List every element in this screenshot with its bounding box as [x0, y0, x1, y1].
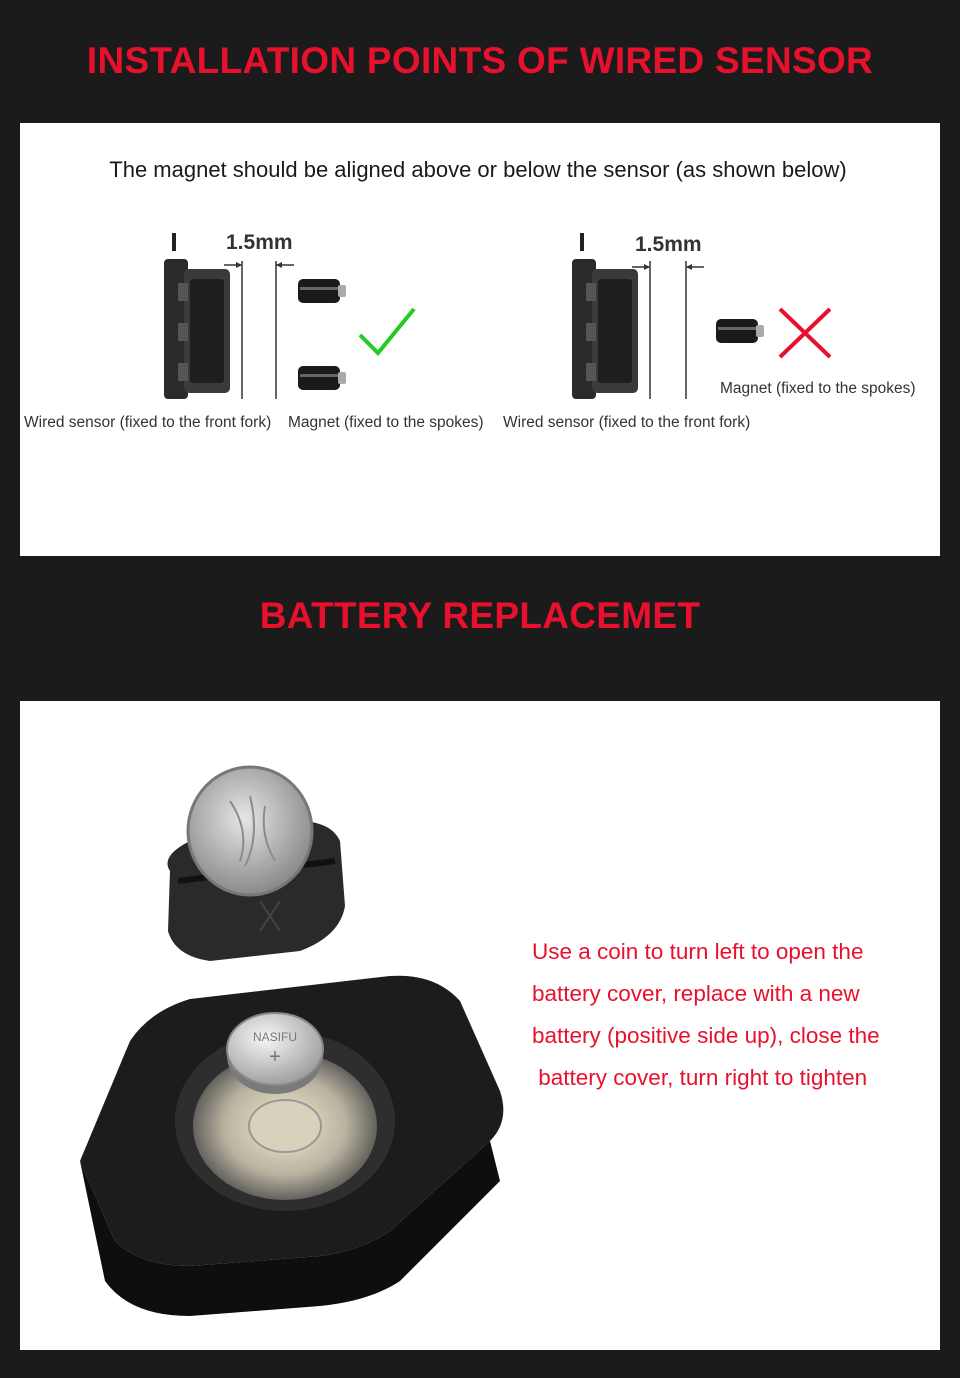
alignment-instruction: The magnet should be aligned above or below the sensor (as shown below)	[109, 157, 847, 182]
sensor-magnet-diagram-wrong	[568, 223, 838, 403]
sensor-magnet-diagram-correct	[160, 223, 430, 403]
coin-cell-battery-icon	[227, 1013, 323, 1094]
battery-heading: BATTERY REPLACEMET	[259, 595, 701, 636]
instruction-line: Use a coin to turn left to open the	[532, 939, 864, 964]
magnet-caption-correct: Magnet (fixed to the spokes)	[288, 414, 484, 431]
correct-alignment-diagram	[160, 223, 430, 403]
magnet-icon	[716, 319, 764, 343]
magnet-icon-bottom	[298, 366, 346, 390]
battery-positive-sign: +	[269, 1046, 281, 1068]
distance-label-correct: 1.5mm	[226, 231, 293, 254]
battery-device-illustration	[60, 761, 530, 1331]
installation-heading: INSTALLATION POINTS OF WIRED SENSOR	[86, 40, 874, 81]
magnet-caption-wrong: Magnet (fixed to the spokes)	[720, 380, 916, 397]
battery-instructions	[532, 931, 932, 1099]
installation-panel	[20, 123, 940, 556]
coin-icon	[188, 767, 312, 895]
instruction-line: battery cover, turn right to tighten	[532, 1065, 868, 1090]
wired-sensor-icon	[572, 233, 638, 399]
battery-brand-label: NASIFU	[252, 1030, 298, 1044]
instruction-line: battery cover, replace with a new	[532, 981, 860, 1006]
sensor-caption-wrong: Wired sensor (fixed to the front fork)	[503, 414, 751, 431]
battery-panel	[20, 701, 940, 1350]
check-mark-icon	[360, 309, 414, 353]
instruction-line: battery (positive side up), close the	[532, 1023, 880, 1048]
magnet-icon-top	[298, 279, 346, 303]
wired-sensor-icon	[164, 233, 230, 399]
sensor-caption-correct: Wired sensor (fixed to the front fork)	[24, 414, 272, 431]
distance-label-wrong: 1.5mm	[635, 233, 702, 256]
cross-mark-icon	[780, 309, 830, 357]
wrong-alignment-diagram	[568, 223, 838, 403]
